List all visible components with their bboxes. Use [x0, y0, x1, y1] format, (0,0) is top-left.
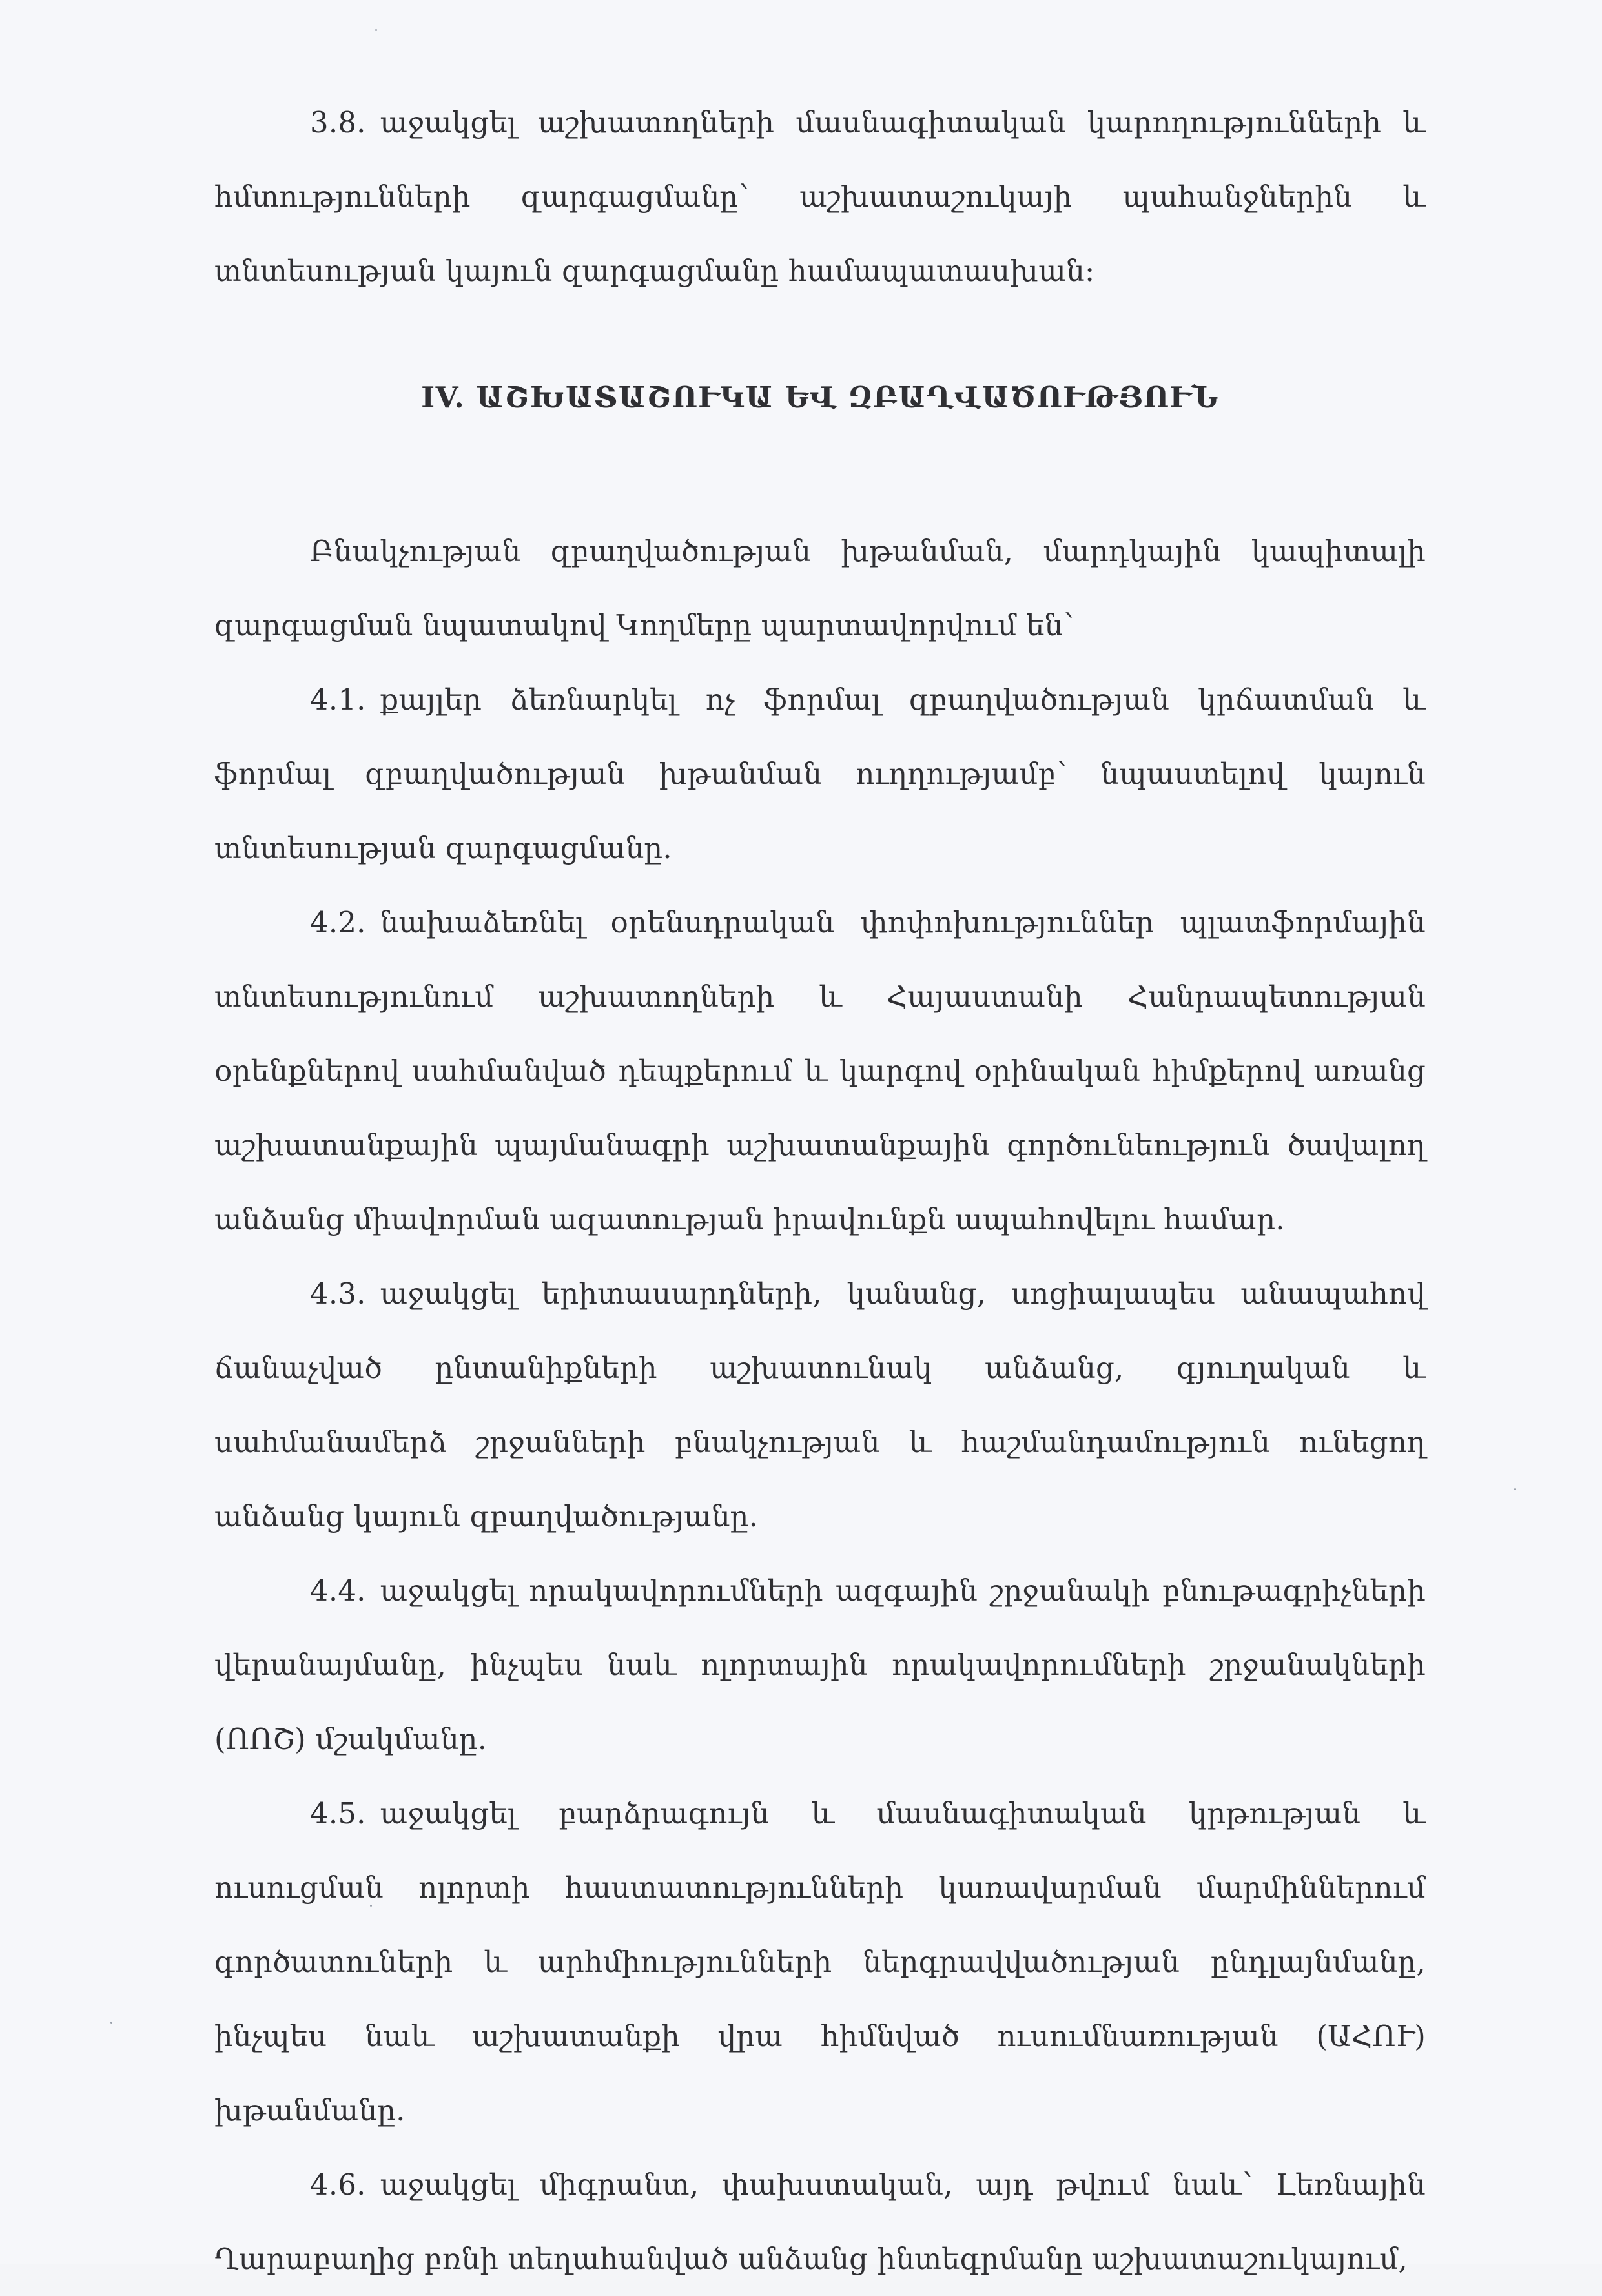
item-number: 3.8. — [310, 105, 366, 139]
section-heading: IV. ԱՇԽԱՏԱՇՈՒԿԱ ԵՎ ԶԲԱՂՎԱԾՈՒԹՅՈՒՆ — [421, 380, 1219, 415]
item-number: 4.1. — [310, 682, 366, 717]
item-text: աջակցել երիտասարդների, կանանց, սոցիալապես անապահով ճանաչված ընտանիքների աշխատունակ անձանց, գյուղական և սահմանամերձ շրջանների բնակչության և հաշմանդամություն ունեցող անձանց կայուն զբաղվածությանը. — [214, 1276, 1426, 1533]
paragraph-4-5 — [214, 1776, 1426, 2147]
paragraph-3-8 — [214, 85, 1426, 308]
item-number: 4.3. — [310, 1276, 366, 1311]
scan-speck — [1514, 1488, 1516, 1490]
item-text: նախաձեռնել օրենսդրական փոփոխություններ պլատֆորմային տնտեսությունում աշխատողների և Հայաստանի Հանրապետության օրենքներով սահմանված դեպքերում և կարգով օրինական հիմքերով առանց աշխատանքային պայմանագրի աշխատանքային գործունեություն ծավալող անձանց միավորման ազատության իրավունքն ապահովելու համար. — [214, 905, 1426, 1236]
document-body — [214, 85, 1426, 2296]
paragraph-4-6 — [214, 2147, 1426, 2296]
paragraph-4-1 — [214, 662, 1426, 885]
item-text: քայլեր ձեռնարկել ոչ ֆորմալ զբաղվածության կրճատման և ֆորմալ զբաղվածության խթանման ուղղությամբ՝ նպաստելով կայուն տնտեսության զարգացմանը. — [214, 682, 1426, 865]
scan-speck — [375, 29, 377, 31]
item-text: աջակցել բարձրագույն և մասնագիտական կրթության և ուսուցման ոլորտի հաստատությունների կառավարման մարմիններում գործատուների և արհմիությունների ներգրավվածության ընդլայնմանը, ինչպես նաև աշխատանքի վրա հիմնված ուսումնառության (ԱՀՈՒ) խթանմանը. — [214, 1796, 1426, 2127]
item-number: 4.2. — [310, 905, 366, 939]
item-number: 4.4. — [310, 1573, 366, 1608]
paragraph-4-3 — [214, 1256, 1426, 1553]
paragraph-4-2 — [214, 885, 1426, 1256]
item-text: աջակցել որակավորումների ազգային շրջանակի բնութագրիչների վերանայմանը, ինչպես նաև ոլորտային որակավորումների շրջանակների (ՈՈՇ) մշակմանը. — [214, 1573, 1426, 1756]
item-number: 4.6. — [310, 2168, 366, 2202]
item-text: աջակցել աշխատողների մասնագիտական կարողությունների և հմտությունների զարգացմանը՝ աշխատաշուկայի պահանջներին և տնտեսության կայուն զարգացմանը համապատասխան։ — [214, 105, 1426, 288]
intro-paragraph: Բնակչության զբաղվածության խթանման, մարդկային կապիտալի զարգացման նպատակով Կողմերը պարտավորվում են՝ — [214, 534, 1426, 642]
item-text: աջակցել միգրանտ, փախստական, այդ թվում նաև՝ Լեռնային Ղարաբաղից բռնի տեղահանված անձանց ինտեգրմանը աշխատաշուկայում, — [214, 2168, 1426, 2276]
paragraph-4-4 — [214, 1553, 1426, 1776]
scan-speck — [110, 2022, 112, 2024]
item-number: 4.5. — [310, 1796, 366, 1830]
